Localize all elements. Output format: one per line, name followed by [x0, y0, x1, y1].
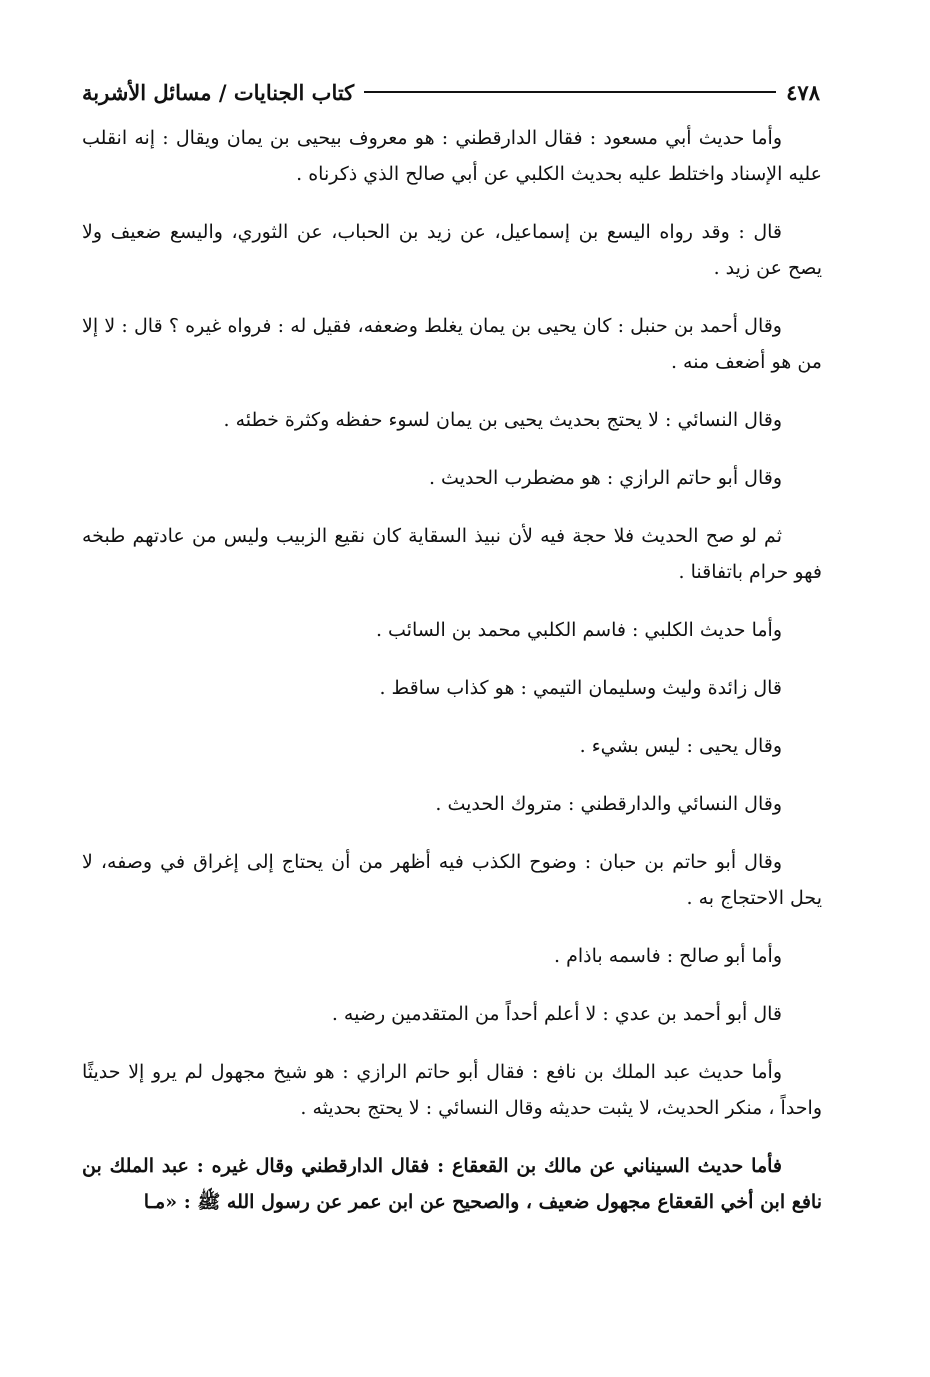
paragraph: وقال النسائي والدارقطني : متروك الحديث .	[435, 793, 782, 815]
page-number: ٤٧٨	[786, 79, 820, 105]
paragraph: وأما حديث عبد الملك بن نافع : فقال أبو حاتم الرازي : هو شيخ مجهول لم يرو إلا حديثًا واحداً ، منكر الحديث، لا يثبت حديثه وقال النسائي : لا يحتج بحديثه .	[82, 1061, 822, 1119]
paragraph: قال زائدة وليث وسليمان التيمي : هو كذاب ساقط .	[379, 677, 782, 699]
paragraph: وقال أبو حاتم الرازي : هو مضطرب الحديث .	[428, 467, 782, 489]
body-text	[82, 120, 822, 1220]
paragraph: وأما أبو صالح : فاسمه باذام .	[554, 945, 782, 967]
paragraph: قال : وقد رواه اليسع بن إسماعيل، عن زيد بن الحباب، عن الثوري، واليسع ضعيف ولا يصح عن زيد .	[82, 221, 822, 279]
paragraph: وقال يحيى : ليس بشيء .	[579, 735, 782, 757]
paragraph: قال أبو أحمد بن عدي : لا أعلم أحداً من المتقدمين رضيه .	[331, 1003, 782, 1025]
paragraph: وقال أبو حاتم بن حبان : وضوح الكذب فيه أظهر من أن يحتاج إلى إغراق في وصفه، لا يحل الاحتجاج به .	[82, 851, 822, 909]
running-title: كتاب الجنايات / مسائل الأشربة	[82, 79, 355, 105]
paragraph: فأما حديث السيناني عن مالك بن القعقاع : فقال الدارقطني وقال غيره : عبد الملك بن نافع ابن أخي القعقاع مجهول ضعيف ، والصحيح عن ابن عمر عن رسول الله ﷺ : «مـا	[82, 1155, 822, 1213]
paragraph: ثم لو صح الحديث فلا حجة فيه لأن نبيذ السقاية كان نقيع الزبيب وليس من عادتهم طبخه فهو حرام باتفاقنا .	[82, 525, 822, 583]
paragraph: وقال النسائي : لا يحتج بحديث يحيى بن يمان لسوء حفظه وكثرة خطئه .	[223, 409, 782, 431]
paragraph: وقال أحمد بن حنبل : كان يحيى بن يمان يغلط وضعفه، فقيل له : فرواه غيره ؟ قال : لا إلا من هو أضعف منه .	[82, 315, 822, 373]
header-rule	[364, 91, 776, 93]
page-header	[82, 76, 820, 108]
paragraph: وأما حديث أبي مسعود : فقال الدارقطني : هو معروف بيحيى بن يمان ويقال : إنه انقلب عليه الإسناد واختلط عليه بحديث الكلبي عن أبي صالح الذي ذكرناه .	[82, 127, 822, 185]
paragraph: وأما حديث الكلبي : فاسم الكلبي محمد بن السائب .	[375, 619, 782, 641]
